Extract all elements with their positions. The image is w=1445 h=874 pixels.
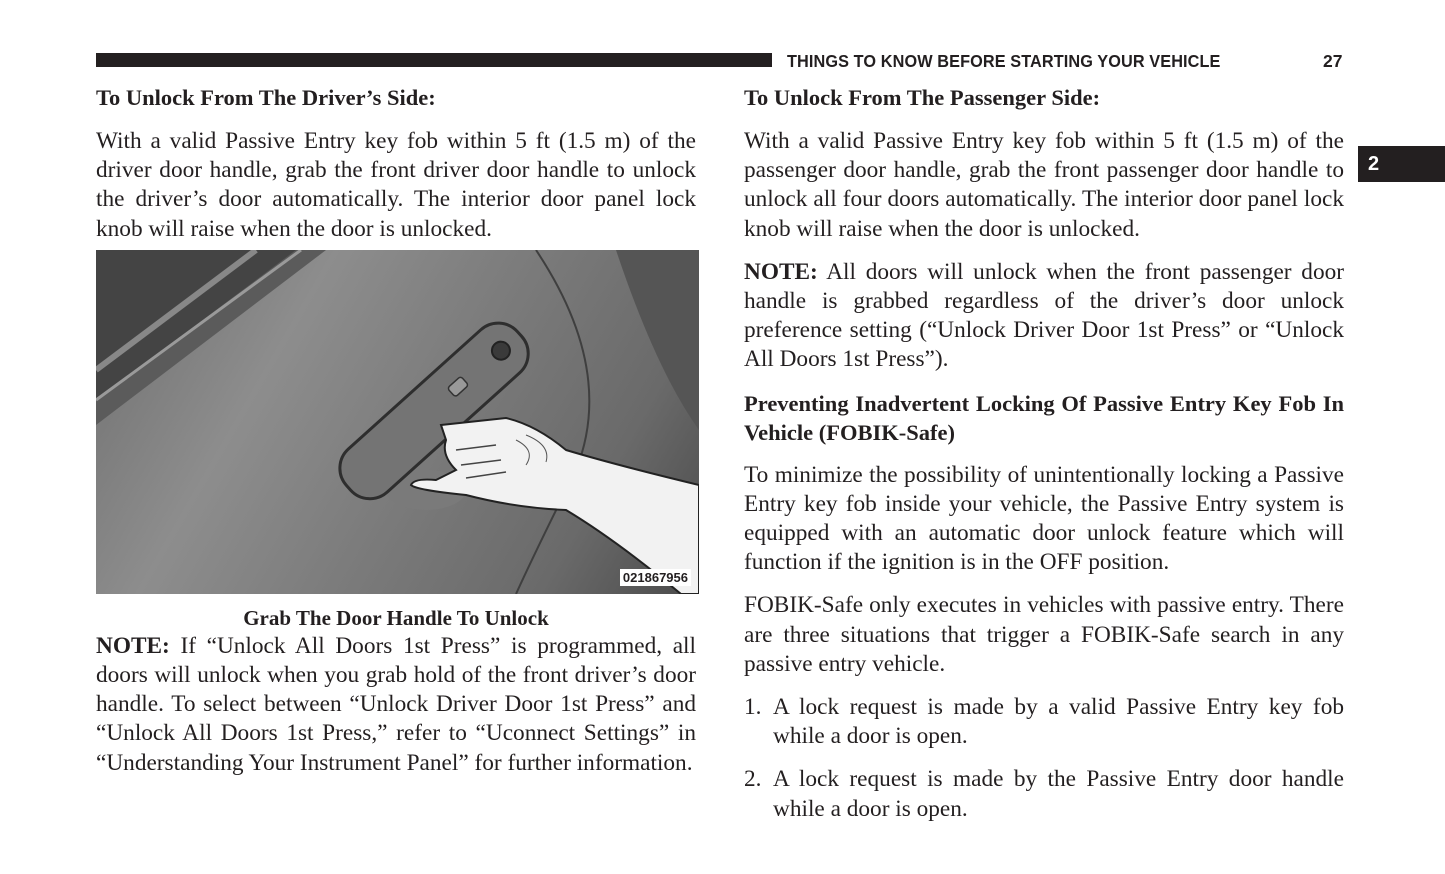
- list-item-text: A lock request is made by a valid Passive Entry key fob while a door is open.: [773, 694, 1344, 750]
- driver-side-note: [96, 632, 696, 778]
- passenger-side-heading: To Unlock From The Passenger Side:: [744, 85, 1101, 110]
- fobik-safe-paragraph-2: FOBIK-Safe only executes in vehicles with passive entry. There are three situations that trigger a FOBIK-Safe search in any passive entry vehicle.: [744, 592, 1344, 677]
- figure-id-label: 021867956: [620, 569, 691, 586]
- page-number: 27: [1323, 51, 1343, 71]
- passenger-side-note: [744, 258, 1344, 375]
- list-item-number: 1.: [744, 694, 762, 721]
- note-label: NOTE:: [96, 632, 170, 659]
- driver-side-heading: To Unlock From The Driver’s Side:: [96, 85, 436, 110]
- list-item-number: 2.: [744, 766, 762, 793]
- driver-side-paragraph: With a valid Passive Entry key fob within 5 ft (1.5 m) of the driver door handle, grab the front driver door handle to unlock the driver’s door automatically. The interior door panel lock knob will raise when the door is unlocked.: [96, 128, 696, 242]
- running-header-title: THINGS TO KNOW BEFORE STARTING YOUR VEHICLE: [787, 51, 1221, 71]
- header-rule-bar: [96, 53, 772, 67]
- note-text: If “Unlock All Doors 1st Press” is programmed, all doors will unlock when you grab hold of the front driver’s door handle. To select between “Unlock Driver Door 1st Press” and “Unlock All Doors 1st Press,” refer to “Uconnect Settings” in “Understanding Your Instrument Panel” for further information.: [96, 632, 696, 776]
- door-handle-illustration: [96, 250, 699, 594]
- hand-grabbing-handle-icon: [96, 250, 699, 594]
- list-item-text: A lock request is made by the Passive Entry door handle while a door is open.: [773, 766, 1344, 822]
- list-item: [744, 693, 1344, 751]
- note-text: All doors will unlock when the front passenger door handle is grabbed regardless of the driver’s door unlock preference setting (“Unlock Driver Door 1st Press” or “Unlock All Doors 1st Press”).: [744, 258, 1344, 373]
- fobik-trigger-list: [744, 693, 1344, 824]
- fobik-safe-heading: Preventing Inadvertent Locking Of Passive Entry Key Fob In Vehicle (FOBIK-Safe): [744, 390, 1344, 445]
- list-item: [744, 765, 1344, 823]
- fobik-safe-paragraph-1: To minimize the possibility of unintentionally locking a Passive Entry key fob inside your vehicle, the Passive Entry system is equipped with an automatic door unlock feature which will function if the ignition is in the OFF position.: [744, 461, 1344, 576]
- passenger-side-paragraph: With a valid Passive Entry key fob within 5 ft (1.5 m) of the passenger door handle, grab the front passenger door handle to unlock all four doors automatically. The interior door panel lock knob will raise when the door is unlocked.: [744, 128, 1344, 242]
- chapter-tab-label: 2: [1368, 153, 1380, 175]
- note-label: NOTE:: [744, 258, 818, 285]
- left-column: [96, 83, 696, 778]
- chapter-tab: [1358, 146, 1445, 182]
- figure-caption: Grab The Door Handle To Unlock: [243, 605, 549, 630]
- right-column: [744, 83, 1344, 824]
